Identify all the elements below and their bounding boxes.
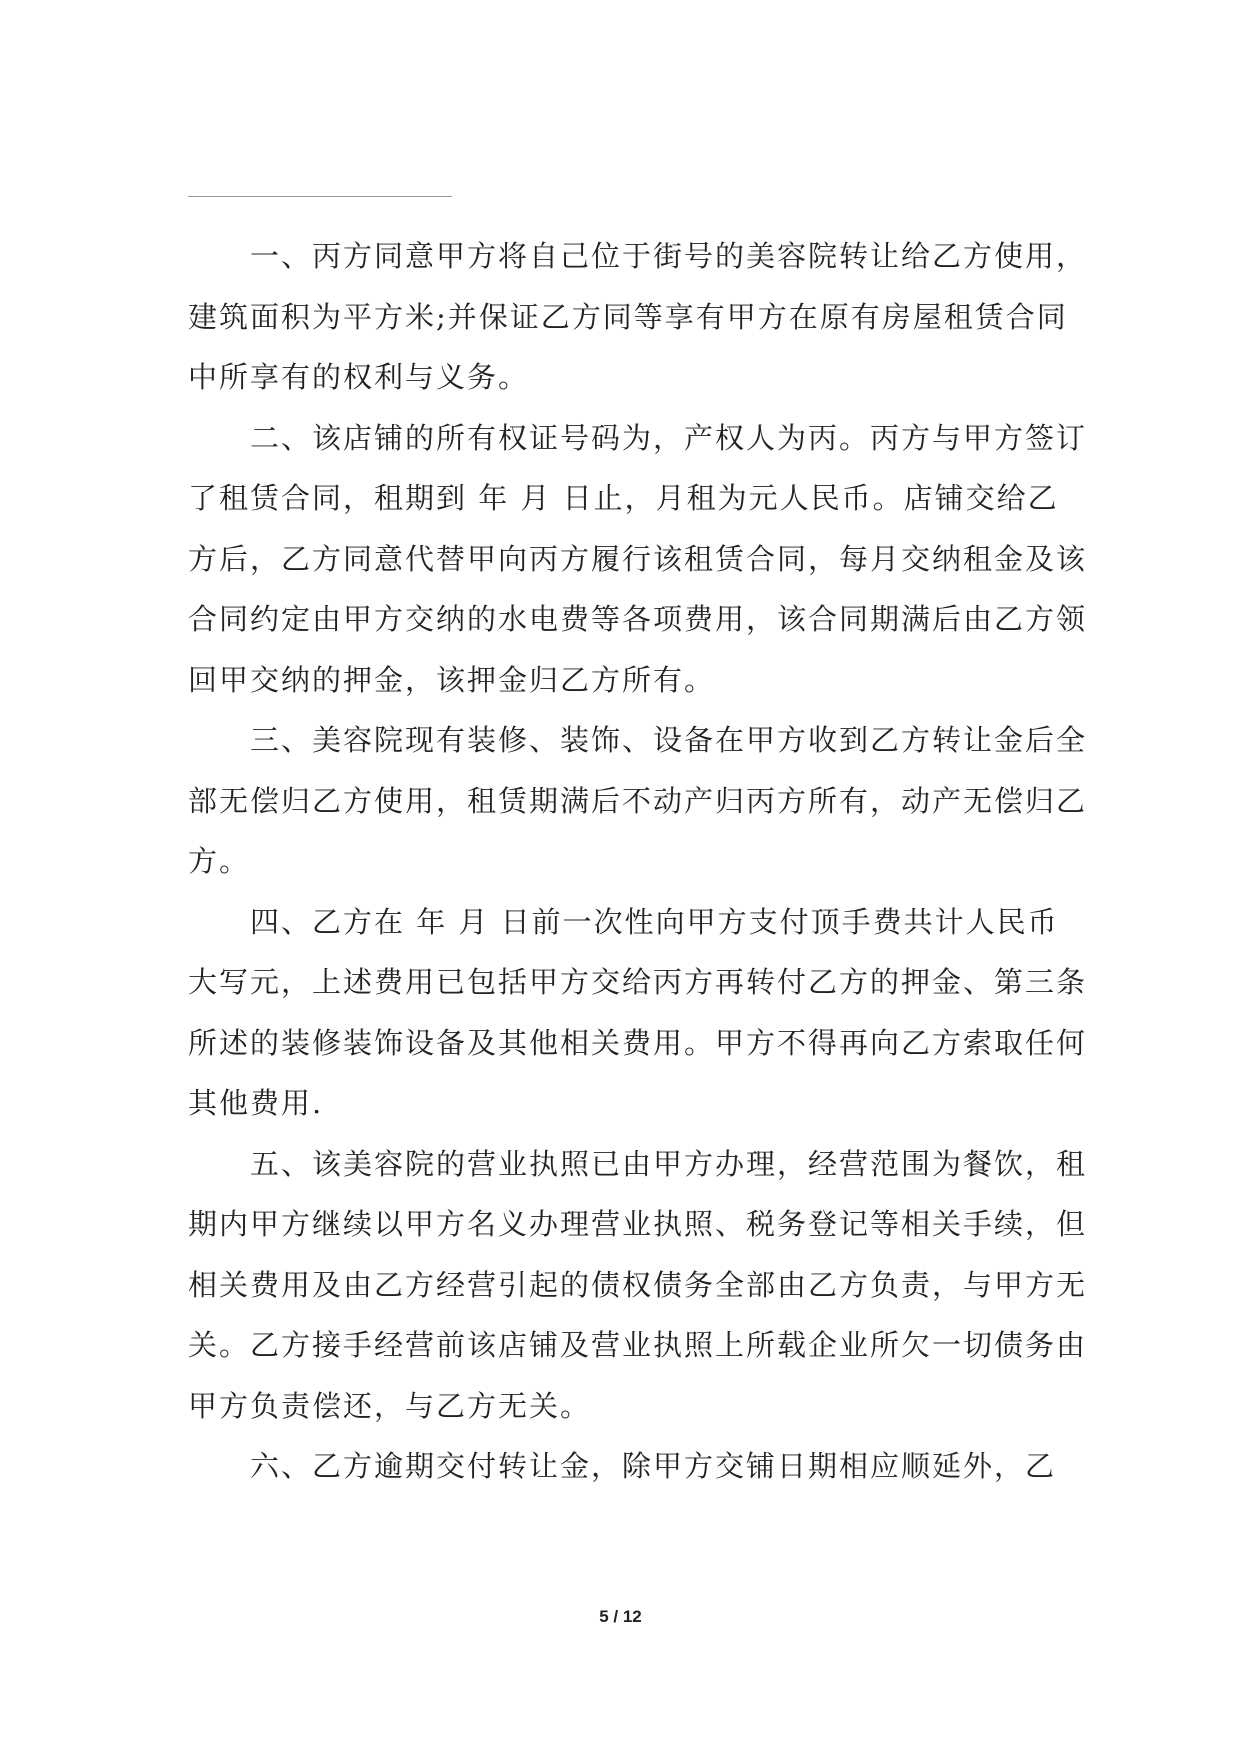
clause-5: 五、该美容院的营业执照已由甲方办理，经营范围为餐饮，租期内甲方继续以甲方名义办理营业执照、税务登记等相关手续，但相关费用及由乙方经营引起的债权债务全部由乙方负责，与甲方无关。乙方接手经营前该店铺及营业执照上所载企业所欠一切债务由甲方负责偿还，与乙方无关。 xyxy=(188,1146,1088,1423)
clause-3: 三、美容院现有装修、装饰、设备在甲方收到乙方转让金后全部无偿归乙方使用，租赁期满后不动产归丙方所有，动产无偿归乙方。 xyxy=(188,723,1088,878)
clause-6: 六、乙方逾期交付转让金，除甲方交铺日期相应顺延外，乙 xyxy=(250,1449,1057,1483)
clause-2: 二、该店铺的所有权证号码为，产权人为丙。丙方与甲方签订了租赁合同，租期到 年 月 日止，月租为元人民币。店铺交给乙方后，乙方同意代替甲向丙方履行该租赁合同，每月交纳租金及该合同约定由甲方交纳的水电费等各项费用，该合同期满后由乙方领回甲交纳的押金，该押金归乙方所有。 xyxy=(188,420,1088,697)
document-body xyxy=(188,226,1088,1497)
clause-1: 一、丙方同意甲方将自己位于街号的美容院转让给乙方使用，建筑面积为平方米;并保证乙方同等享有甲方在原有房屋租赁合同中所享有的权利与义务。 xyxy=(188,239,1088,394)
clause-4: 四、乙方在 年 月 日前一次性向甲方支付顶手费共计人民币大写元，上述费用已包括甲方交给丙方再转付乙方的押金、第三条所述的装修装饰设备及其他相关费用。甲方不得再向乙方索取任何其他费用. xyxy=(188,904,1088,1120)
header-rule xyxy=(188,196,452,197)
page-number: 5 / 12 xyxy=(599,1607,642,1626)
